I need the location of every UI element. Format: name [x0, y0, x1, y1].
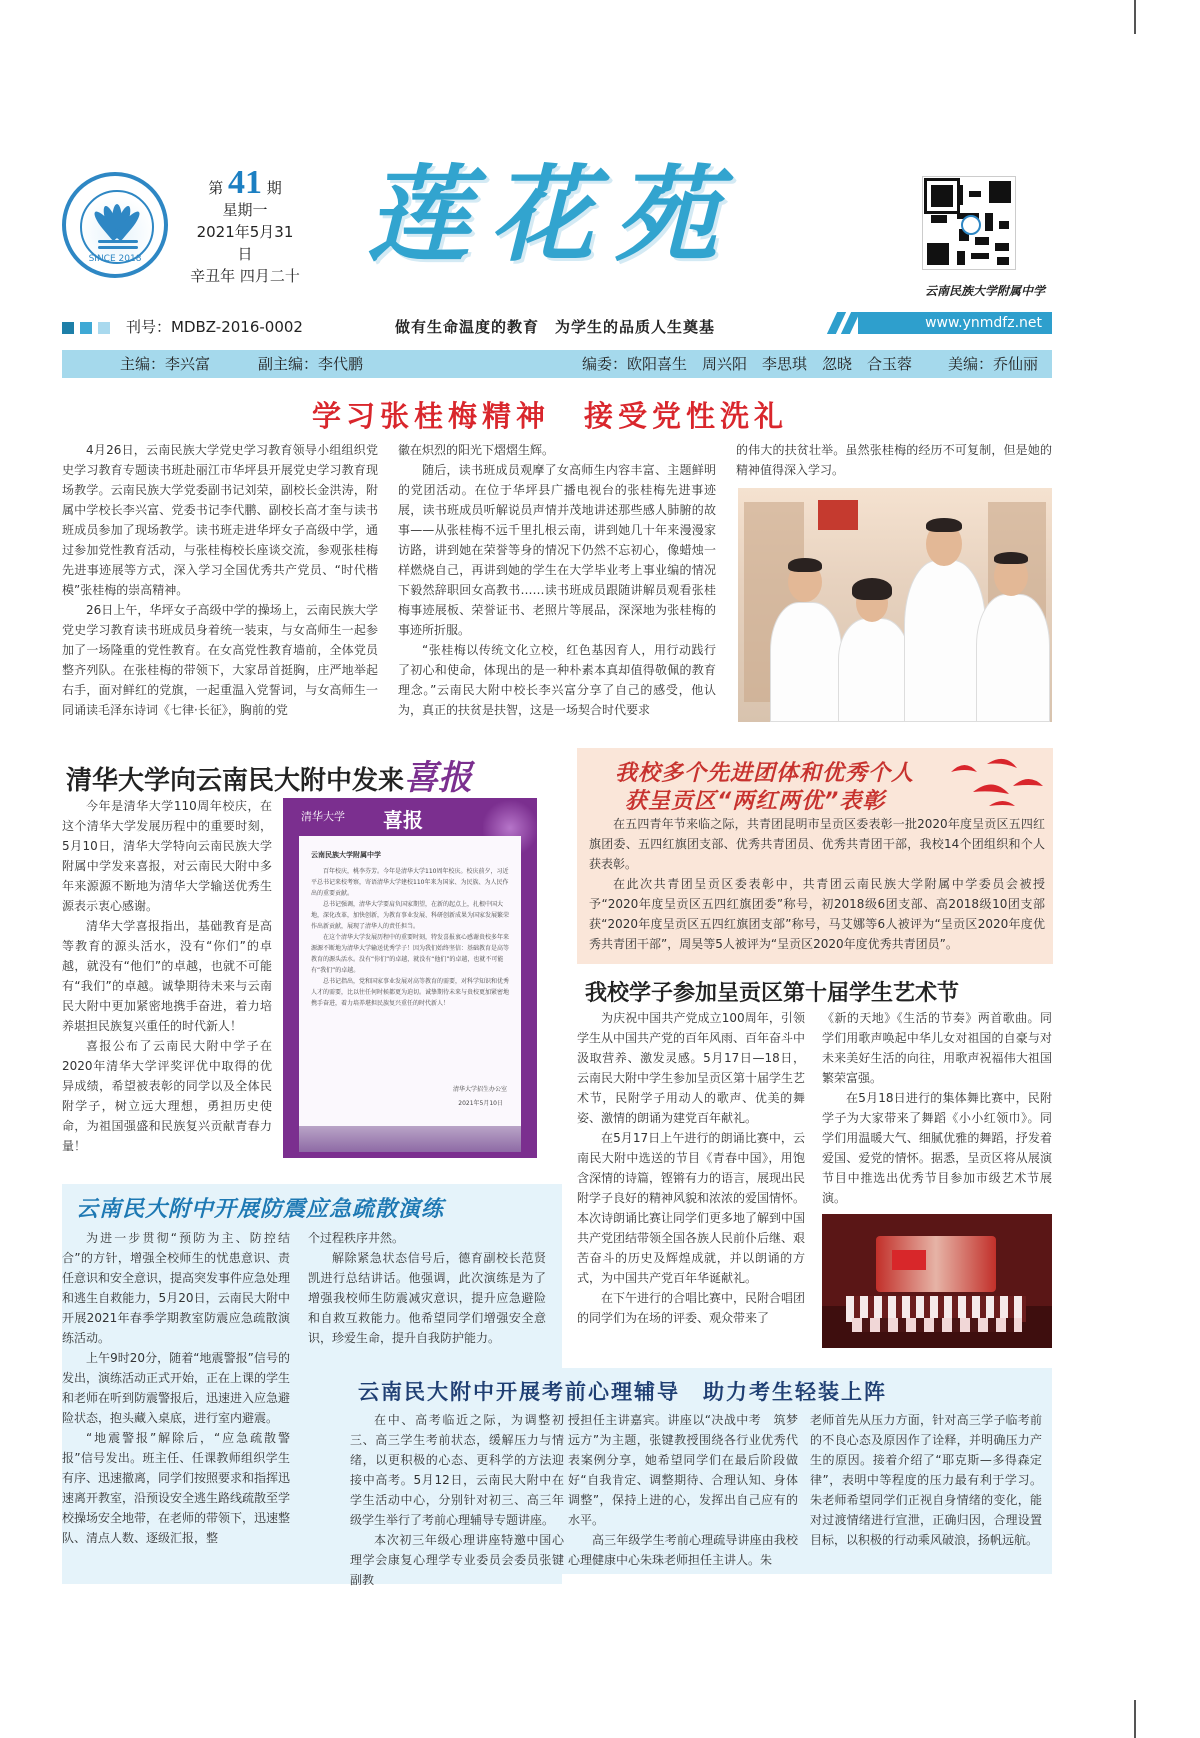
article2-title: [66, 750, 472, 799]
paragraph: 清华大学喜报指出，基础教育是高等教育的源头活水，没有“你们”的卓越，就没有“他们”的卓越，也就不可能有“我们”的卓越。诚挚期待未来与云南民大附中更加紧密地携手奋进，着力培养堪担民族复兴重任的时代新人！: [62, 919, 272, 1033]
article6-title: 云南民大附中开展考前心理辅导 助力考生轻装上阵: [358, 1380, 887, 1404]
certificate-header: 清华大学: [301, 810, 345, 823]
weekday: 星期一: [222, 201, 268, 219]
article6-col2: [568, 1410, 798, 1572]
paragraph: 在5月17日上午进行的朗诵比赛中，云南民大附中选送的节目《青春中国》，用饱含深情的诗篇，铿锵有力的语言，展现出民附学子良好的精神风貌和浓浓的爱国情怀。本次诗朗诵比赛让同学们更多地了解到中国共产党团结带领全国各族人民前仆后继、艰苦奋斗的历史及辉煌成就，并以朗诵的方式，为中国共产党百年华诞献礼。: [577, 1131, 806, 1285]
article6-box: [310, 1368, 1052, 1587]
dove-icon: [943, 752, 1047, 814]
certificate-image: [283, 798, 537, 1158]
logo-since: SINCE 2018: [88, 254, 142, 264]
paragraph: 上午9时20分，随着“地震警报”信号的发出，演练活动正式开始，正在上课的学生和老师在听到防震警报后，迅速进入应急避险状态，抱头藏入桌底，进行室内避震。: [62, 1351, 291, 1425]
paragraph: 4月26日，云南民族大学党史学习教育领导小组组织党史学习教育专题读书班赴丽江市华坪县开展党史学习教育现场教学。云南民族大学党委副书记刘荣，副校长金洪涛，附属中学校长李兴富、党委书记李代鹏、副校长高才奎与读书班成员参加了现场教学。读书班走进华坪女子高级中学，通过参加党性教育活动，与张桂梅校长座谈交流，参观张桂梅先进事迹展等方式，深入学习全国优秀共产党员、“时代楷模”张桂梅的崇高精神。: [62, 443, 378, 597]
stage-photo: [822, 1214, 1052, 1348]
certificate-line: 总书记强调，清华大学要肩负国家期望，在新的起点上，扎根中国大地，深化改革，加快创新，为教育事业发展、科研创新成果为国家发展繁荣作出新贡献，展现了清华人的责任担当。: [311, 901, 510, 930]
paragraph: 随后，读书班成员观摩了女高师生内容丰富、主题鲜明的党团活动。在位于华坪县广播电视台的张桂梅先进事迹展，读书班成员听解说员声情并茂地讲述那些感人肺腑的故事——从张桂梅不远千里扎根云南，讲到她几十年来漫漫家访路，讲到她在荣誉等身的情况下仍然不忘初心，像蜡烛一样燃烧自己，再讲到她的学生在大学毕业考上事业编的情况下毅然辞职回女高教书……读书班成员跟随讲解员观看张桂梅事迹展板、荣誉证书、老照片等展品，深深地为张桂梅的事迹所折服。: [398, 463, 716, 637]
school-name: 云南民族大学附属中学: [924, 284, 1045, 298]
campus-gate-illustration: [299, 1126, 521, 1152]
deco-square: [62, 322, 74, 334]
paragraph: 老师首先从压力方面，针对高三学子临考前的不良心态及原因作了诠释，并明确压力产生的原因。接着介绍了“耶克斯—多得森定律”，表明中等程度的压力最有利于学习。朱老师希望同学们正视自身情绪的变化，能对过渡情绪进行宣泄，正确归因，合理设置目标，以积极的行动乘风破浪，扬帆远航。: [810, 1413, 1042, 1547]
paragraph: 26日上午，华坪女子高级中学的操场上，云南民族大学党史学习教育读书班成员身着统一装束，与女高师生一起参加了一场隆重的党性教育。在女高党性教育墙前，全体党员整齐列队。在张桂梅的带领下，大家昂首挺胸，庄严地举起右手，面对鲜红的党旗，一起重温入党誓词，与女高师生一同诵读毛泽东诗词《七律·长征》，胸前的党: [62, 603, 378, 717]
issue-suffix: 期: [266, 179, 282, 197]
slogan: 做有生命温度的教育 为学生的品质人生奠基: [395, 318, 716, 336]
article5-col1: [62, 1228, 290, 1578]
certificate-title: 喜报: [383, 808, 423, 832]
paragraph: 今年是清华大学110周年校庆，在这个清华大学发展历程中的重要时刻，5月10日，清华大学特向云南民族大学附属中学发来喜报，对云南民大附中多年来源源不断地为清华大学输送优秀生源表示衷心感谢。: [62, 799, 272, 913]
certificate-signature: 清华大学招生办公室: [452, 1086, 507, 1093]
article3-title-line1: 我校多个先进团体和优秀个人: [615, 761, 915, 786]
issue-prefix: 第: [208, 179, 224, 197]
newspaper-title: 莲花苑: [366, 153, 739, 276]
editorial-board: 编委：欧阳喜生 周兴阳 李思琪 忽晓 合玉蓉: [582, 355, 913, 373]
deco-square: [80, 322, 92, 334]
article2-title-main: 清华大学向云南民大附中发来: [66, 766, 405, 796]
paragraph: 在中、高考临近之际，为调整初三、高三学生考前状态，缓解压力与情绪，以更积极的心态、更科学的方法迎接中高考。5月12日，云南民大附中在学生活动中心，分别针对初三、高三年级学生举行了考前心理辅导专题讲座。: [350, 1413, 564, 1527]
paragraph: 徽在炽烈的阳光下熠熠生辉。: [398, 443, 555, 457]
paragraph: 在下午进行的合唱比赛中，民附合唱团的同学们为在场的评委、观众带来了: [577, 1291, 806, 1325]
article3-body: [589, 814, 1045, 960]
paragraph: 在此次共青团呈贡区委表彰中，共青团云南民族大学附属中学委员会被授予“2020年度呈贡区五四红旗团委”称号，初2018级6团支部、高2018级10团支部获“2020年度呈贡区五四红旗团支部”称号，马艾娜等6人被评为“呈贡区2020年度优秀共青团干部”，周昊等5人被评为“呈贡区2020年度优秀共青团员”。: [589, 877, 1045, 951]
group-photo: [738, 488, 1052, 722]
certificate-line: 在这个清华大学发展历程中的重要时刻，特发喜报衷心感谢贵校多年来源源不断地为清华大学输送优秀学子！因为我们始终坚信：基础教育是高等教育的源头活水。没有“你们”的卓越，就没有“他们”的卓越，也就不可能有“我们”的卓越。: [311, 934, 510, 974]
paragraph: 喜报公布了云南民大附中学子在2020年清华大学评奖评优中取得的优异成绩，希望被表彰的同学以及全体民附学子，树立远大理想，勇担历史使命，为祖国强盛和民族复兴贡献青春力量！: [62, 1039, 272, 1153]
article4-title: 我校学子参加呈贡区第十届学生艺术节: [585, 981, 960, 1006]
art-editor: 美编：乔仙丽: [948, 355, 1039, 373]
issue-info: [190, 164, 300, 287]
date: 2021年5月31日: [196, 223, 294, 263]
article1-col2: [398, 440, 716, 732]
article1-col3: [736, 440, 1052, 484]
article1-title: 学习张桂梅精神 接受党性洗礼: [312, 399, 789, 433]
article2-body: [62, 796, 272, 1164]
paragraph: 在五四青年节来临之际，共青团昆明市呈贡区委表彰一批2020年度呈贡区五四红旗团委、五四红旗团支部、优秀共青团员、优秀共青团干部，我校14个团组织和个人获表彰。: [589, 817, 1045, 871]
certificate-paper: [299, 836, 521, 1126]
paragraph: 本次初三年级心理讲座特邀中国心理学会康复心理学专业委员会委员张键副教: [350, 1533, 564, 1587]
paragraph: 解除紧急状态信号后，德育副校长范贤凯进行总结讲话。他强调，此次演练是为了增强我校师生防震减灾意识，提升应急避险和自救互救能力。他希望同学们增强安全意识，珍爱生命，提升自我防护能力。: [308, 1251, 546, 1345]
deco-square: [98, 322, 110, 334]
website-link[interactable]: www.ynmdfz.net: [858, 312, 1052, 334]
issue-number: 41: [228, 164, 262, 201]
paragraph: 为进一步贯彻“预防为主、防控结合”的方针，增强全校师生的忧患意识、责任意识和安全意识，提高突发事件应急处理和逃生自救能力，5月20日，云南民大附中开展2021年春季学期教室防震应急疏散演练活动。: [62, 1231, 291, 1345]
article2-title-accent: 喜报: [404, 758, 473, 798]
certificate-text: [311, 866, 509, 1072]
paragraph: 《新的天地》《生活的节奏》两首歌曲。同学们用歌声唤起中华儿女对祖国的自豪与对未来美好生活的向往，用歌声祝福伟大祖国繁荣富强。: [822, 1011, 1052, 1085]
paragraph: 在5月18日进行的集体舞比赛中，民附学子为大家带来了舞蹈《小小红领巾》。同学们用温暖大气、细腻优雅的舞蹈，抒发着爱国、爱党的情怀。据悉，呈贡区将从展演节目中推选出优秀节目参加市级艺术节展演。: [822, 1091, 1052, 1205]
chief-editor: 主编：李兴富: [120, 355, 211, 373]
lunar-date: 辛丑年 四月二十: [190, 267, 300, 285]
staff-bar: [62, 350, 1052, 378]
article4-col1: [577, 1008, 805, 1346]
paragraph: “张桂梅以传统文化立校，红色基因育人，用行动践行了初心和使命，体现出的是一种朴素本真却值得敬佩的教育理念。”云南民大附中校长李兴富分享了自己的感受，他认为，真正的扶贫是扶智，这是一场契合时代要求: [398, 643, 716, 717]
certificate-date: 2021年5月10日: [458, 1100, 503, 1107]
deputy-editor: 副主编：李代鹏: [258, 355, 364, 373]
article4-col2: [822, 1008, 1052, 1208]
article3-title-line2: 获呈贡区“两红两优”表彰: [625, 789, 886, 814]
paragraph: 授担任主讲嘉宾。讲座以“决战中考 筑梦远方”为主题，张键教授围绕各行业优秀代表案例分享，她希望同学们在最后阶段做好“自我肯定、调整期待、合理认知、身体调整”，保持上进的心，发挥出自己应有的水平。: [568, 1413, 798, 1527]
article3-box: [577, 748, 1053, 964]
certificate-line: 百年校庆，桃李芬芳。今年是清华大学110周年校庆。校庆前夕，习近平总书记来校考察，寄语清华大学建校110年来为国家、为民族、为人民作出的重要贡献。: [311, 868, 509, 897]
article6-col3: [810, 1410, 1042, 1572]
school-logo: [62, 172, 168, 278]
certificate-line: 总书记指出，党和国家事业发展对高等教育的需要，对科学知识和优秀人才的需要，比以往任何时候都更为迫切。诚挚期待未来与贵校更加紧密地携手奋进，着力培养堪担民族复兴重任的时代新人！: [311, 978, 510, 1007]
article5-title: 云南民大附中开展防震应急疏散演练: [76, 1197, 445, 1222]
certificate-to: 云南民族大学附属中学: [311, 851, 381, 859]
article1-col1: [62, 440, 378, 732]
paragraph: “地震警报”解除后，“应急疏散警报”信号发出。班主任、任课教师组织学生有序、迅速撤离，同学们按照要求和指挥迅速离开教室，沿预设安全逃生路线疏散至学校操场安全地带，在老师的带领下，迅速整队、清点人数、逐级汇报，整: [62, 1431, 291, 1545]
paragraph: 高三年级学生考前心理疏导讲座由我校心理健康中心朱珠老师担任主讲人。朱: [568, 1533, 798, 1567]
publication-number: 刊号：MDBZ-2016-0002: [126, 318, 303, 336]
paragraph: 为庆祝中国共产党成立100周年，引领学生从中国共产党的百年风雨、百年奋斗中汲取营养、激发灵感。5月17日—18日，云南民大附中学生参加呈贡区第十届学生艺术节，民附学子用动人的歌声、优美的舞姿、激情的朗诵为建党百年献礼。: [577, 1011, 806, 1125]
paragraph: 个过程秩序井然。: [308, 1231, 405, 1245]
paragraph: 的伟大的扶贫壮举。虽然张桂梅的经历不可复制，但是她的精神值得深入学习。: [736, 443, 1052, 477]
qr-code: [922, 176, 1016, 270]
article6-col1: [350, 1410, 564, 1587]
article5-col2: [308, 1228, 546, 1368]
